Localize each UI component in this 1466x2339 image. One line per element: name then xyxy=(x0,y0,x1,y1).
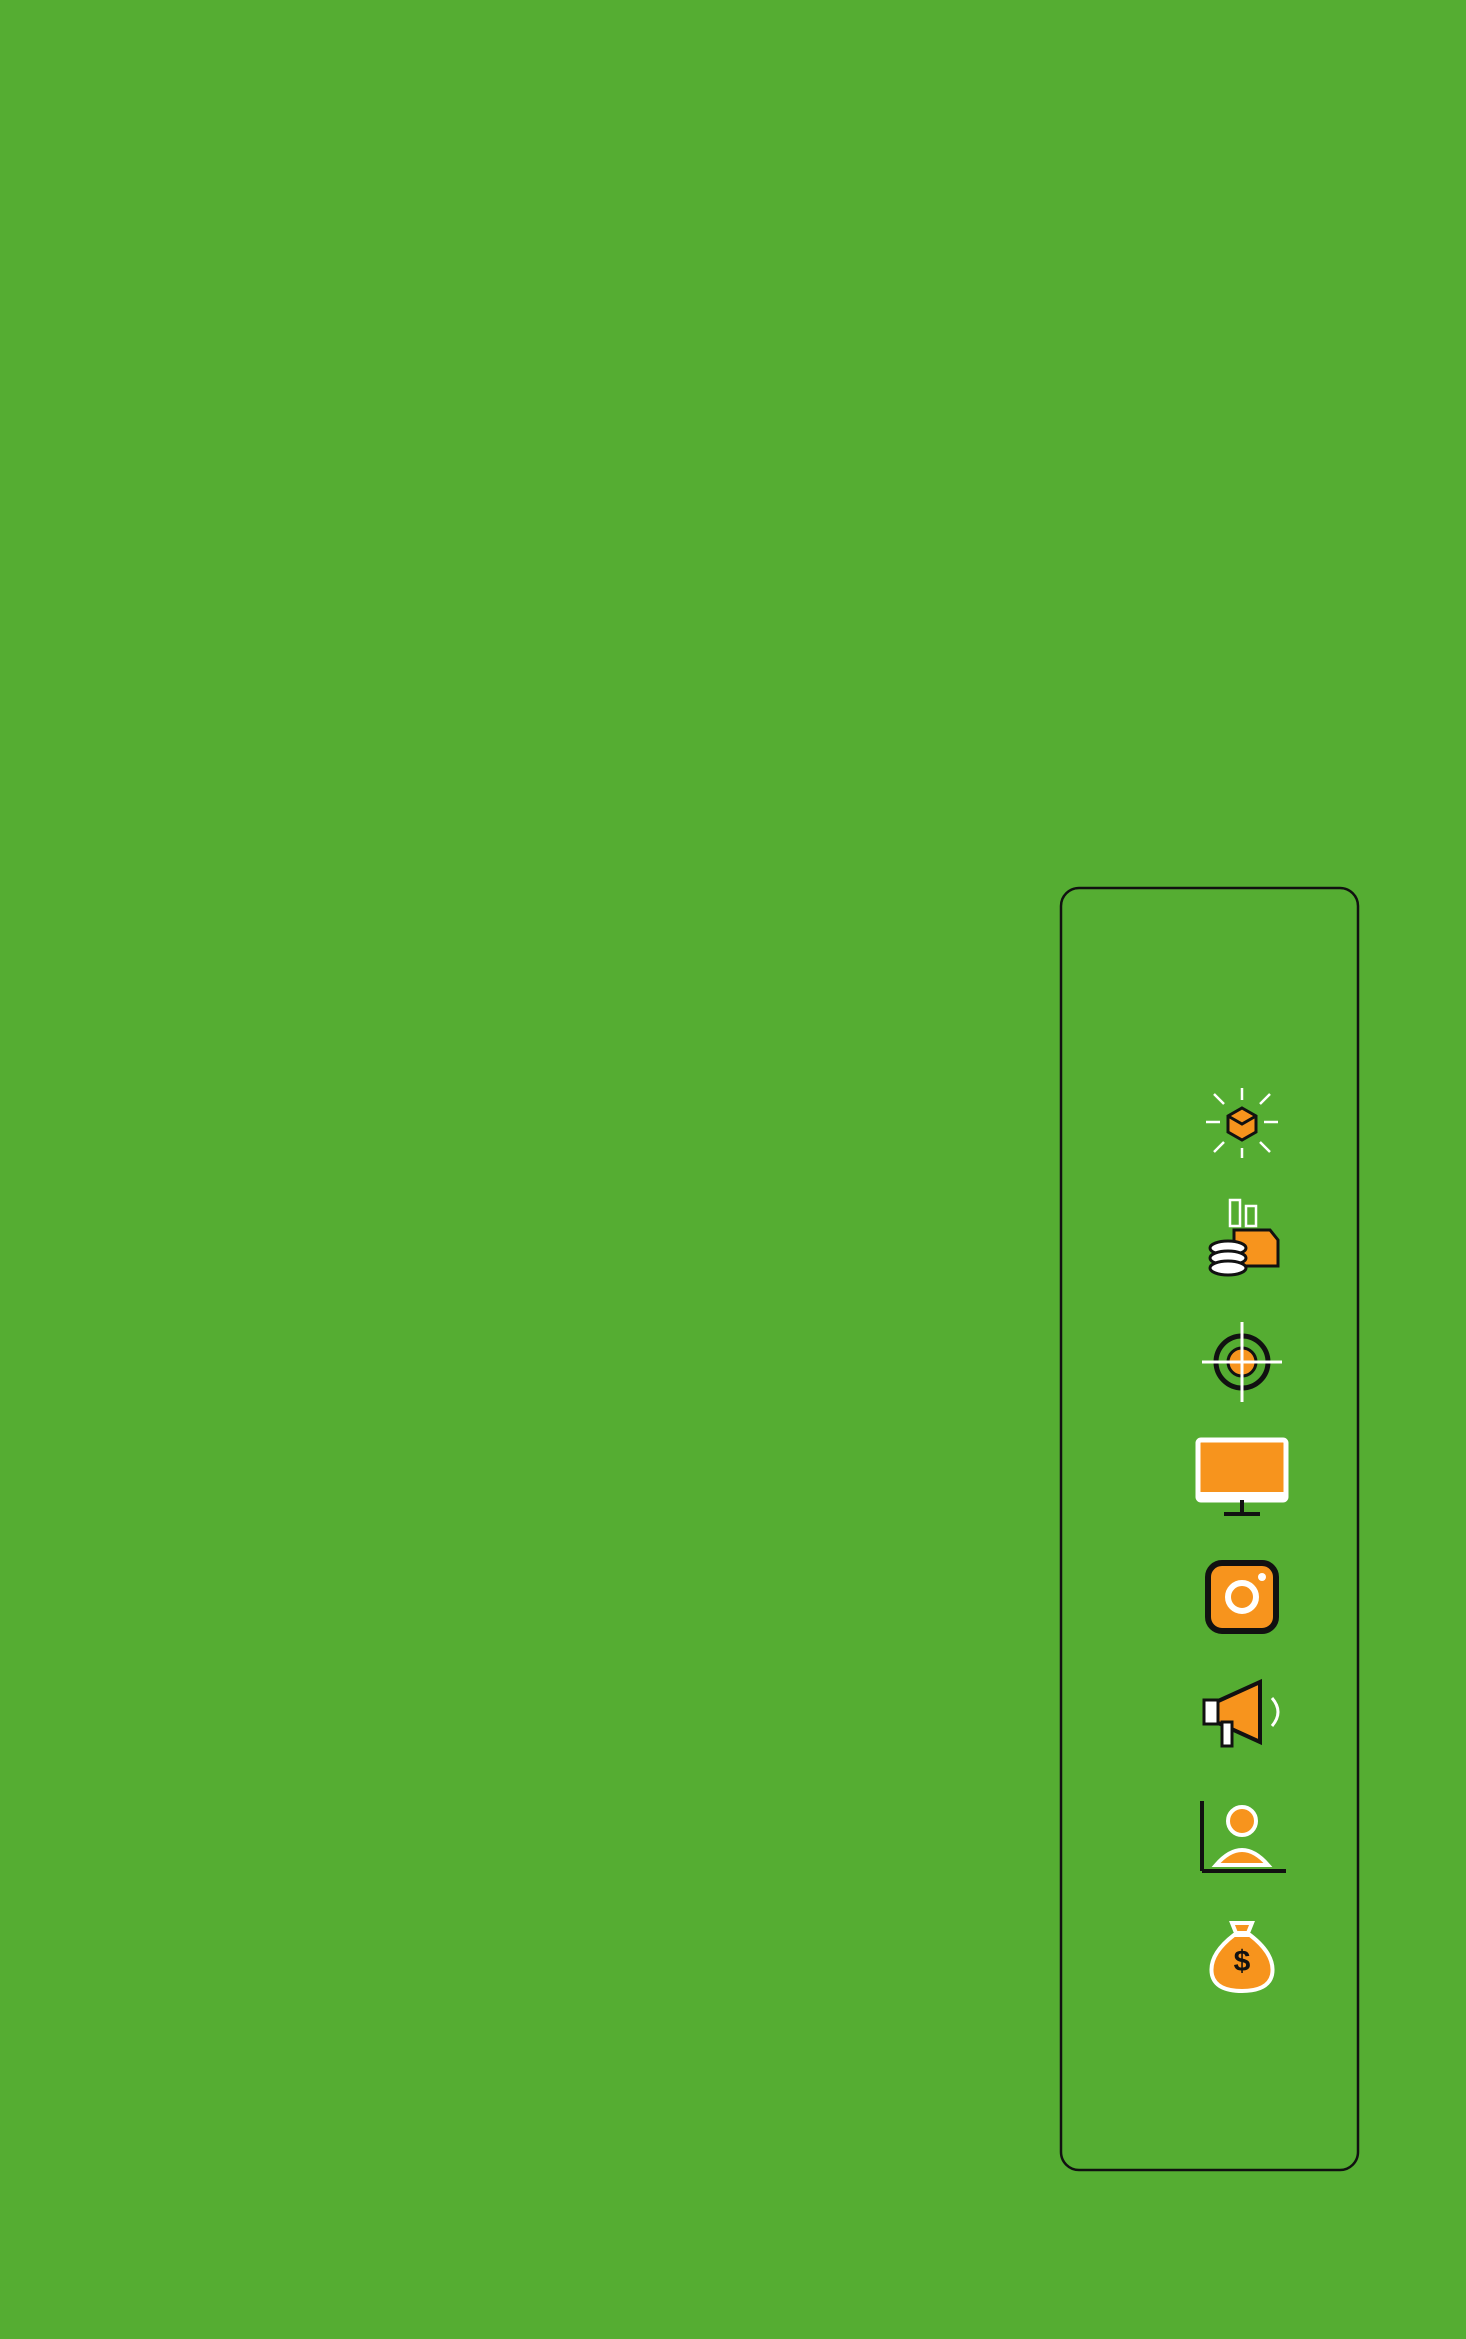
megaphone-icon xyxy=(1204,1682,1278,1746)
monitor-icon xyxy=(1198,1440,1286,1514)
user-chart-icon xyxy=(1202,1801,1286,1871)
money-stack-icon xyxy=(1210,1200,1278,1275)
money-bag-icon xyxy=(1211,1923,1272,1991)
inner-ruler xyxy=(1061,888,1358,2170)
target-icon xyxy=(1202,1322,1282,1402)
instagram-icon xyxy=(1208,1563,1276,1631)
svg-text:$: $ xyxy=(1233,1945,1251,1978)
distribution-box-icon xyxy=(1206,1088,1278,1158)
